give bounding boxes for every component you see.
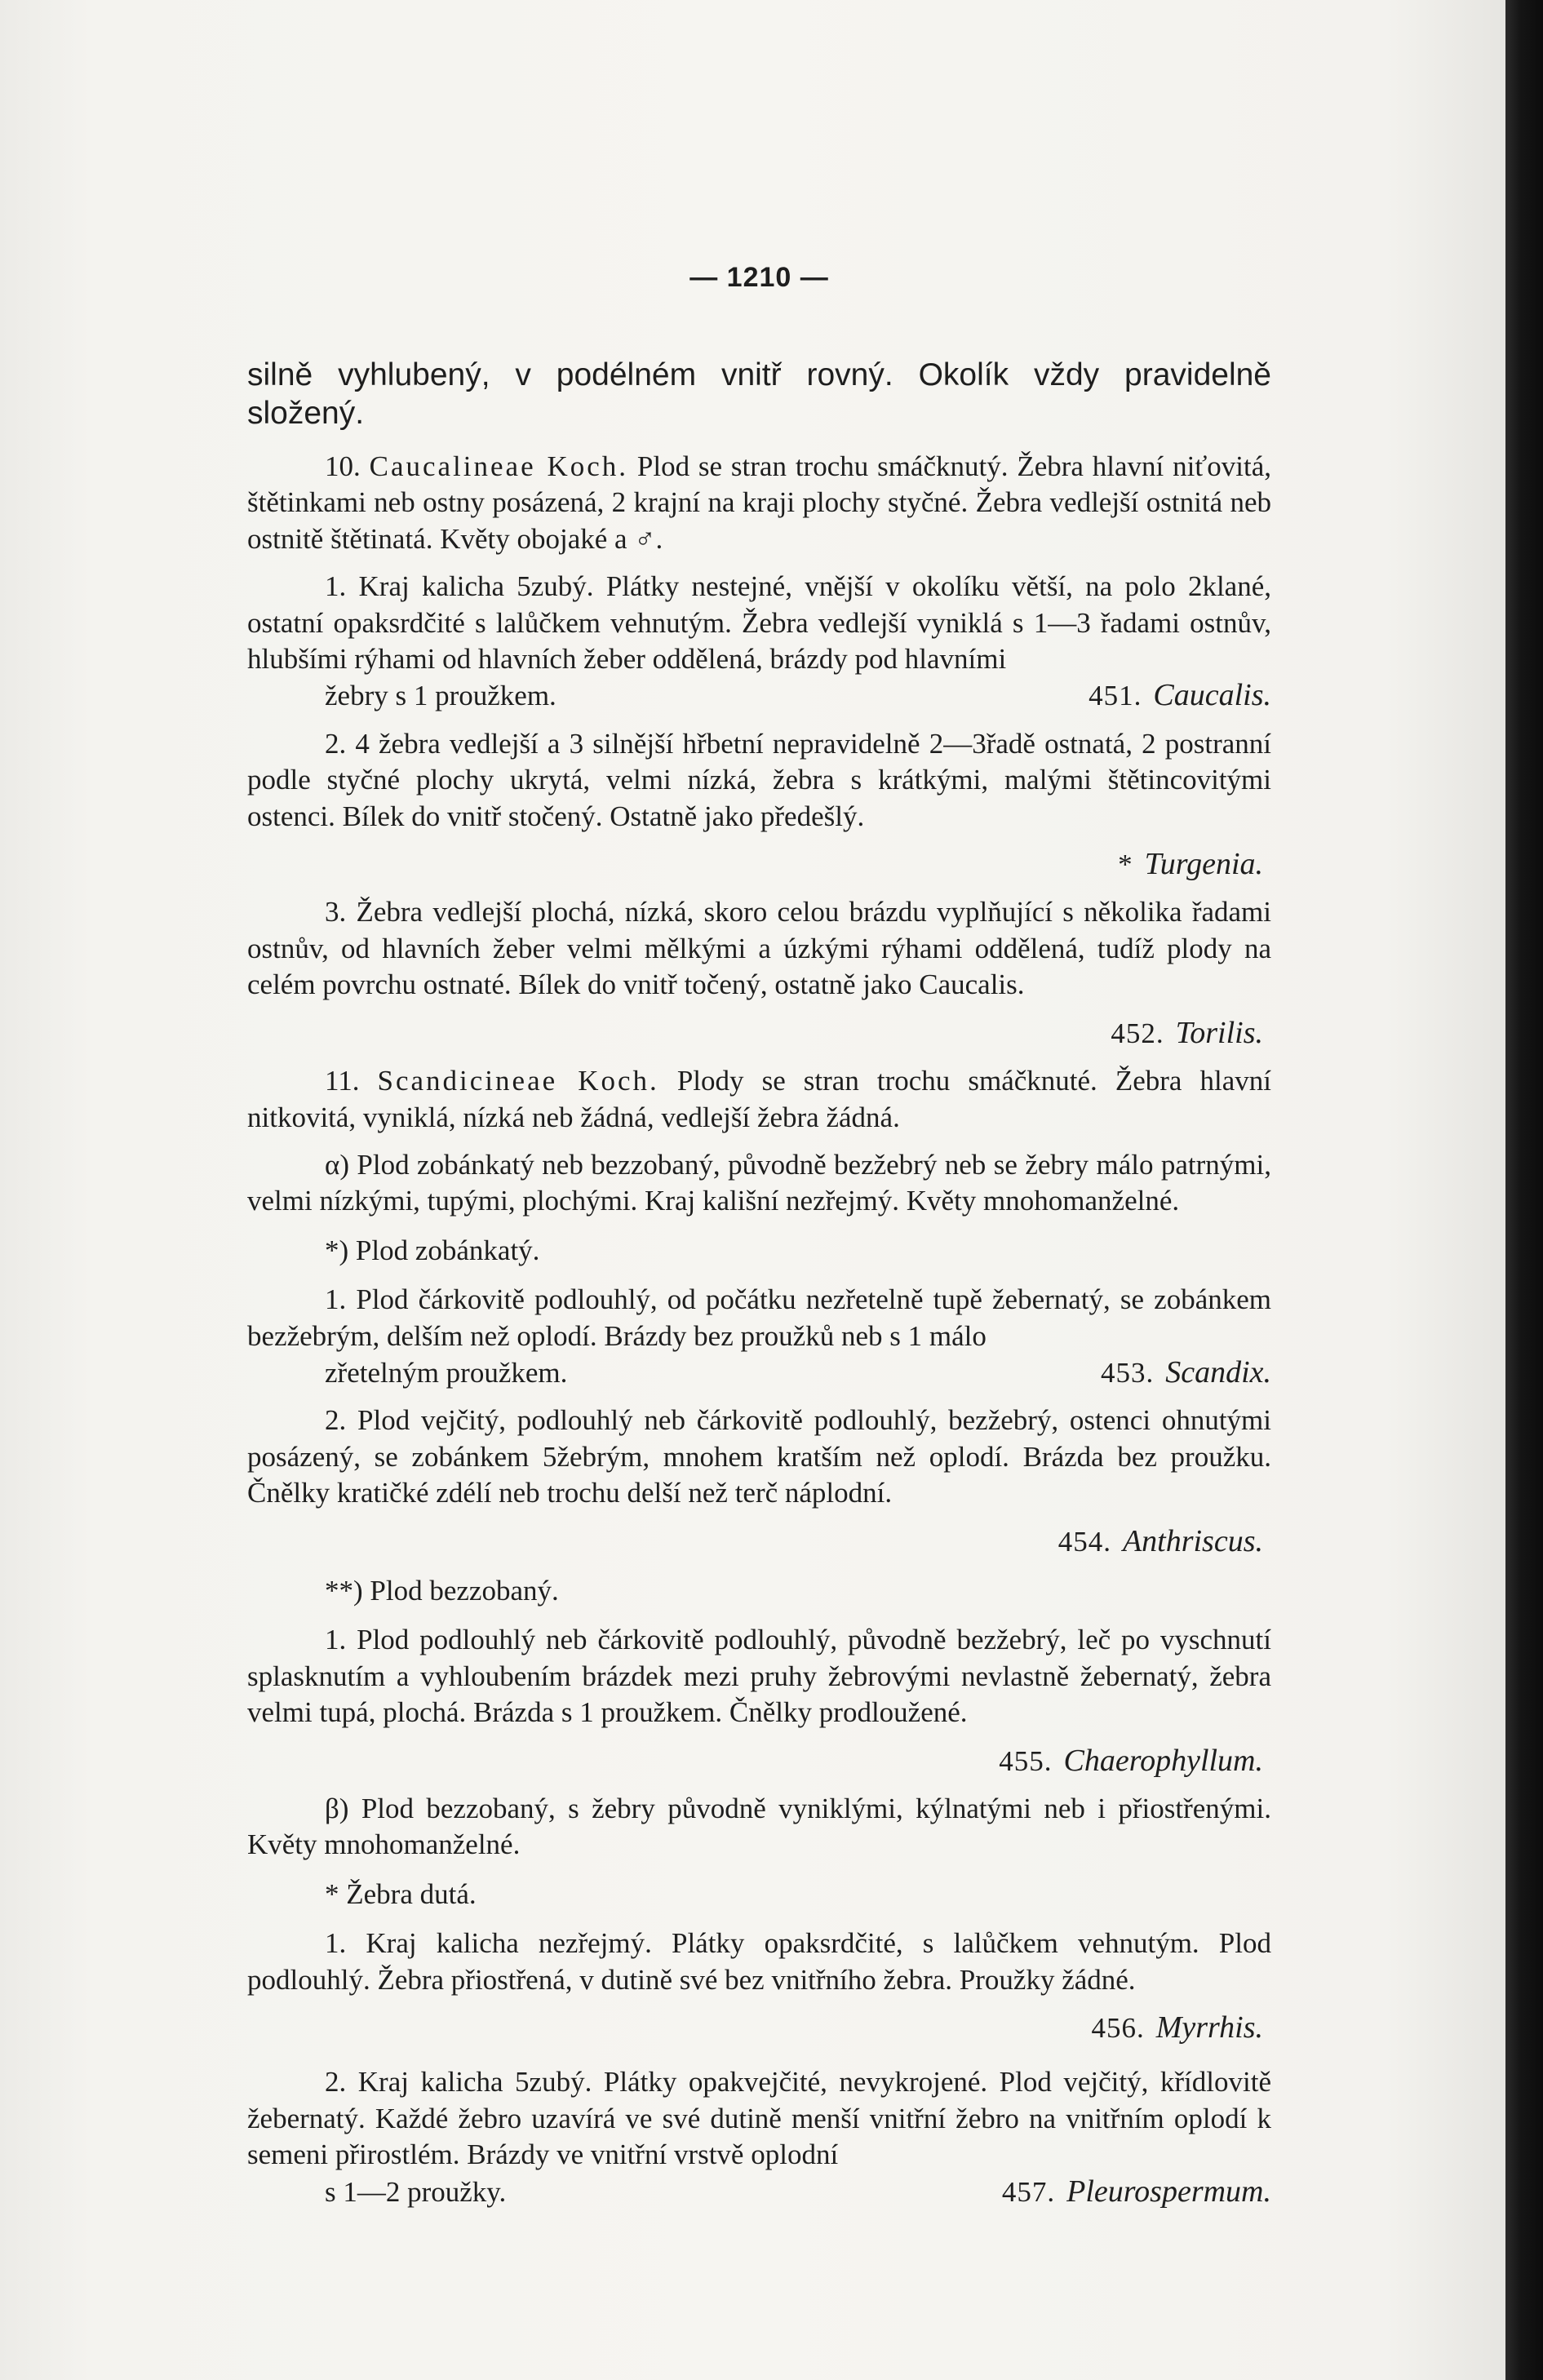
star-2-heading: **) Plod bezzobaný. <box>325 1574 559 1607</box>
genus-name: Torilis. <box>1175 1015 1263 1050</box>
genus-name: Anthriscus. <box>1122 1523 1263 1558</box>
tribe-10-name: Caucalineae Koch. <box>369 450 629 482</box>
beta-paragraph: β) Plod bezzobaný, s žebry původně vyniklými, kýlnatými neb i přiostřenými. Květy mnohomanželné. <box>247 1793 1271 1861</box>
genus-name: Scandix. <box>1165 1354 1271 1389</box>
page-content <box>247 259 1271 2222</box>
key-451-end-line <box>247 677 1271 714</box>
key-454-paragraph <box>247 1403 1271 1511</box>
key-454-genus-ref <box>247 1523 1271 1560</box>
key-457-end-line <box>247 2174 1271 2210</box>
genus-name: Myrrhis. <box>1155 2010 1263 2045</box>
key-457-text: 2. Kraj kalicha 5zubý. Plátky opakvejčité, nevykrojené. Plod vejčitý, křídlovitě žebernatý. Každé žebro uzavírá ve své dutině menší vnitřní žebro na vnitřním oplodí k semeni přirostlém. Brázdy ve vnitřní vrstvě oplodní <box>247 2066 1271 2171</box>
key-451-genus-ref <box>1011 677 1271 714</box>
key-turgenia-genus-ref <box>247 846 1271 883</box>
genus-number: 453. <box>1100 1356 1155 1389</box>
intro-paragraph: silně vyhlubený, v podélném vnitř rovný. Okolík vždy pravidelně složený. <box>247 357 1271 431</box>
genus-number: 455. <box>999 1744 1053 1777</box>
key-452-genus-ref <box>247 1015 1271 1052</box>
key-455-text: 1. Plod podlouhlý neb čárkovitě podlouhlý, původně bezžebrý, leč po vyschnutí splasknutím a vyhloubením brázdek mezi pruhy žebrovými nevlastně žebernatý, žebra velmi tupá, plochá. Brázda s 1 proužkem. Čnělky prodloužené. <box>247 1624 1271 1729</box>
tribe-10-text: Plod se stran trochu smáčknutý. Žebra hlavní niťovitá, štětinkami neb ostny posázená, 2 krajní na kraji plochy styčné. Žebra vedlejší ostnitá neb ostnitě štětinatá. Květy obojaké a ♂. <box>247 450 1272 555</box>
key-455-paragraph <box>247 1622 1271 1731</box>
genus-number: 451. <box>1089 680 1142 712</box>
tribe-10-paragraph <box>247 449 1271 557</box>
key-451-end: žebry s 1 proužkem. <box>325 680 556 712</box>
key-457-genus-ref <box>924 2174 1271 2210</box>
key-turgenia-text: 2. 4 žebra vedlejší a 3 silnější hřbetní nepravidelně 2—3řadě ostnatá, 2 postranní podle styčné plochy ukrytá, velmi nízká, žebra s krátkými, malými štětincovitými ostenci. Bílek do vnitř stočený. Ostatně jako předešlý. <box>247 727 1271 832</box>
page-number: — 1210 — <box>689 262 829 293</box>
key-451-paragraph <box>247 569 1271 715</box>
star-1-heading: *) Plod zobánkatý. <box>325 1234 540 1266</box>
tribe-11-text: Plody se stran trochu smáčknuté. Žebra hlavní nitkovitá, vyniklá, nízká neb žádná, vedlejší žebra žádná. <box>247 1065 1271 1133</box>
key-452-text: 3. Žebra vedlejší plochá, nízká, skoro celou brázdu vyplňující s několika řadami ostnův, od hlavních žeber velmi mělkými a úzkými rýhami oddělená, tudíž plody na celém povrchu ostnaté. Bílek do vnitř točený, ostatně jako Caucalis. <box>247 896 1271 1001</box>
key-453-text: 1. Plod čárkovitě podlouhlý, od počátku nezřetelně tupě žebernatý, se zobánkem bezžebrým, delším než oplodí. Brázdy bez proužků neb s 1 málo <box>247 1283 1271 1352</box>
key-451-text: 1. Kraj kalicha 5zubý. Plátky nestejné, vnější v okolíku větší, na polo 2klané, ostatní opaksrdčité s lalůčkem vehnutým. Žebra vedlejší vyniklá s 1—3 řadami ostnův, hlubšími rýhami od hlavních žeber oddělená, brázdy pod hlavními <box>247 570 1271 676</box>
key-453-genus-ref <box>1023 1354 1271 1391</box>
genus-number: * <box>1118 849 1133 881</box>
key-452-paragraph <box>247 894 1271 1003</box>
star-3-heading: * Žebra dutá. <box>325 1877 477 1910</box>
tribe-11-name: Scandicineae Koch. <box>377 1065 659 1097</box>
alpha-paragraph: α) Plod zobánkatý neb bezzobaný, původně bezžebrý neb se žebry málo patrnými, velmi nízkými, tupými, plochými. Kraj kališní nezřejmý. Květy mnohomanželné. <box>247 1148 1271 1217</box>
tribe-10-number: 10. <box>325 450 361 482</box>
genus-name: Pleurospermum. <box>1066 2174 1271 2209</box>
key-456-genus-ref <box>247 2010 1271 2046</box>
genus-number: 452. <box>1111 1017 1164 1049</box>
genus-name: Turgenia. <box>1144 847 1263 882</box>
genus-number: 454. <box>1057 1525 1111 1558</box>
key-453-end: zřetelným proužkem. <box>325 1356 568 1389</box>
key-turgenia-paragraph <box>247 726 1271 835</box>
genus-number: 456. <box>1091 2012 1145 2045</box>
key-456-paragraph <box>247 1926 1271 1998</box>
scan-dark-edge <box>1505 0 1543 2380</box>
key-453-paragraph <box>247 1282 1271 1391</box>
key-457-end: s 1—2 proužky. <box>325 2175 507 2208</box>
genus-name: Caucalis. <box>1153 678 1271 713</box>
key-457-paragraph <box>247 2064 1271 2210</box>
genus-number: 457. <box>1001 2175 1056 2208</box>
tribe-11-number: 11. <box>325 1065 360 1097</box>
key-453-end-line <box>247 1354 1271 1391</box>
key-454-text: 2. Plod vejčitý, podlouhlý neb čárkovitě podlouhlý, bezžebrý, ostenci ohnutými posázený, se zobánkem 5žebrým, mnohem kratším než oplodí. Brázda bez proužku. Čnělky kratičké zdélí neb trochu delší než terč náplodní. <box>247 1404 1271 1509</box>
key-456-text: 1. Kraj kalicha nezřejmý. Plátky opaksrdčité, s lalůčkem vehnutým. Plod podlouhlý. Žebra přiostřená, v dutině své bez vnitřního žebra. Proužky žádné. <box>247 1927 1271 1996</box>
key-455-genus-ref <box>247 1743 1271 1779</box>
genus-name: Chaerophyllum. <box>1063 1743 1263 1778</box>
tribe-11-paragraph <box>247 1063 1271 1136</box>
